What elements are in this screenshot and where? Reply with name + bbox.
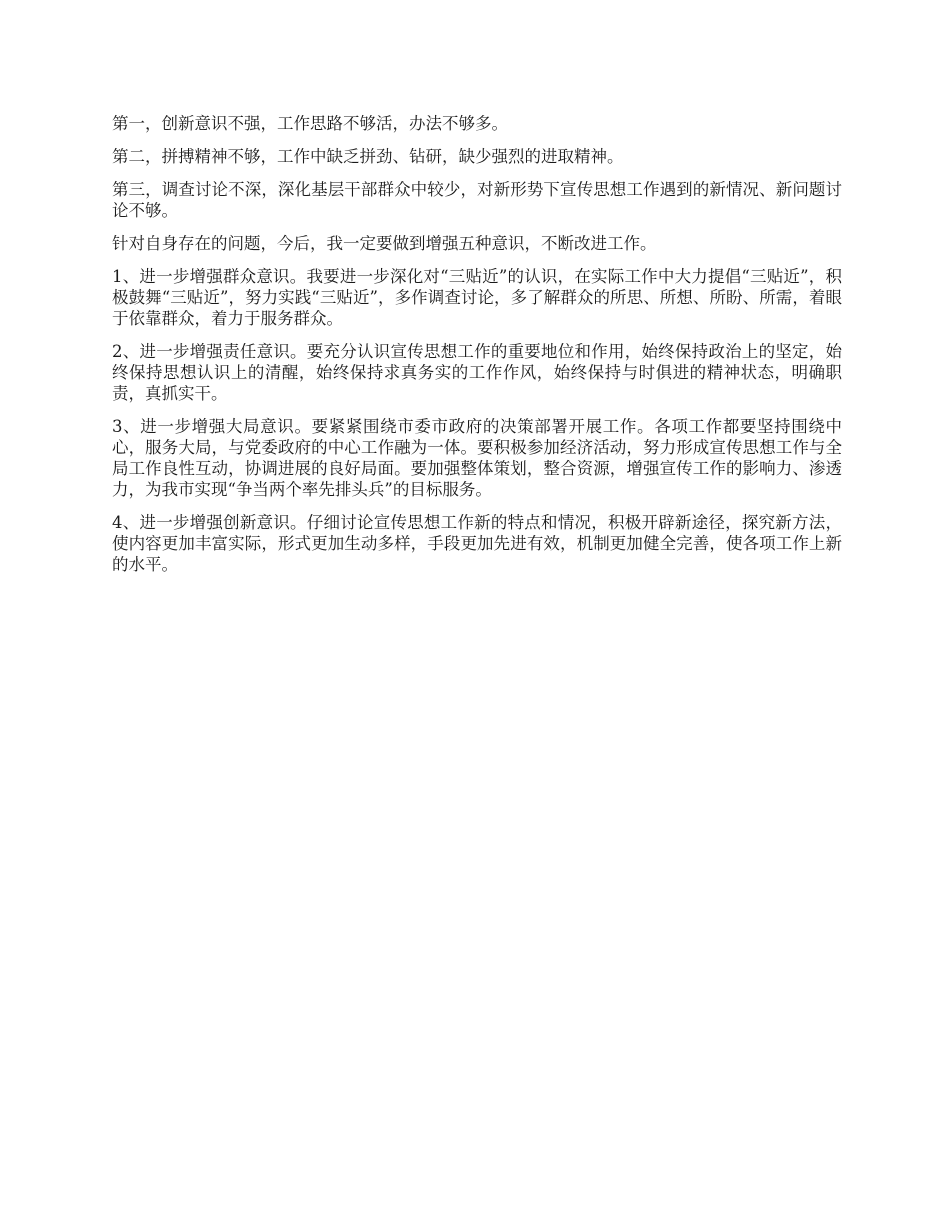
paragraph-5: 1、进一步增强群众意识。我要进一步深化对“三贴近”的认识，在实际工作中大力提倡“三贴近”，积极鼓舞“三贴近”，努力实践“三贴近”，多作调查讨论，多了解群众的所思、所想、所盼、所需，着眼于依靠群众，着力于服务群众。 <box>112 267 842 328</box>
paragraph-2: 第二，拼搏精神不够，工作中缺乏拼劲、钻研，缺少强烈的进取精神。 <box>112 147 624 166</box>
paragraph-3: 第三，调查讨论不深，深化基层干部群众中较少，对新形势下宣传思想工作遇到的新情况、新问题讨论不够。 <box>112 180 842 220</box>
paragraph-1: 第一，创新意识不强，工作思路不够活，办法不够多。 <box>112 114 508 133</box>
paragraph-4: 针对自身存在的问题，今后，我一定要做到增强五种意识，不断改进工作。 <box>112 234 657 253</box>
paragraph-8: 4、进一步增强创新意识。仔细讨论宣传思想工作新的特点和情况，积极开辟新途径，探究新方法，使内容更加丰富实际，形式更加生动多样，手段更加先进有效，机制更加健全完善，使各项工作上新的水平。 <box>112 513 842 574</box>
document-body <box>112 113 842 587</box>
paragraph-7: 3、进一步增强大局意识。要紧紧围绕市委市政府的决策部署开展工作。各项工作都要坚持围绕中心，服务大局，与党委政府的中心工作融为一体。要积极参加经济活动，努力形成宣传思想工作与全局工作良性互动，协调进展的良好局面。要加强整体策划，整合资源，增强宣传工作的影响力、渗透力，为我市实现“争当两个率先排头兵”的目标服务。 <box>112 417 842 499</box>
paragraph-6: 2、进一步增强责任意识。要充分认识宣传思想工作的重要地位和作用，始终保持政治上的坚定，始终保持思想认识上的清醒，始终保持求真务实的工作作风，始终保持与时俱进的精神状态，明确职责，真抓实干。 <box>112 342 842 403</box>
